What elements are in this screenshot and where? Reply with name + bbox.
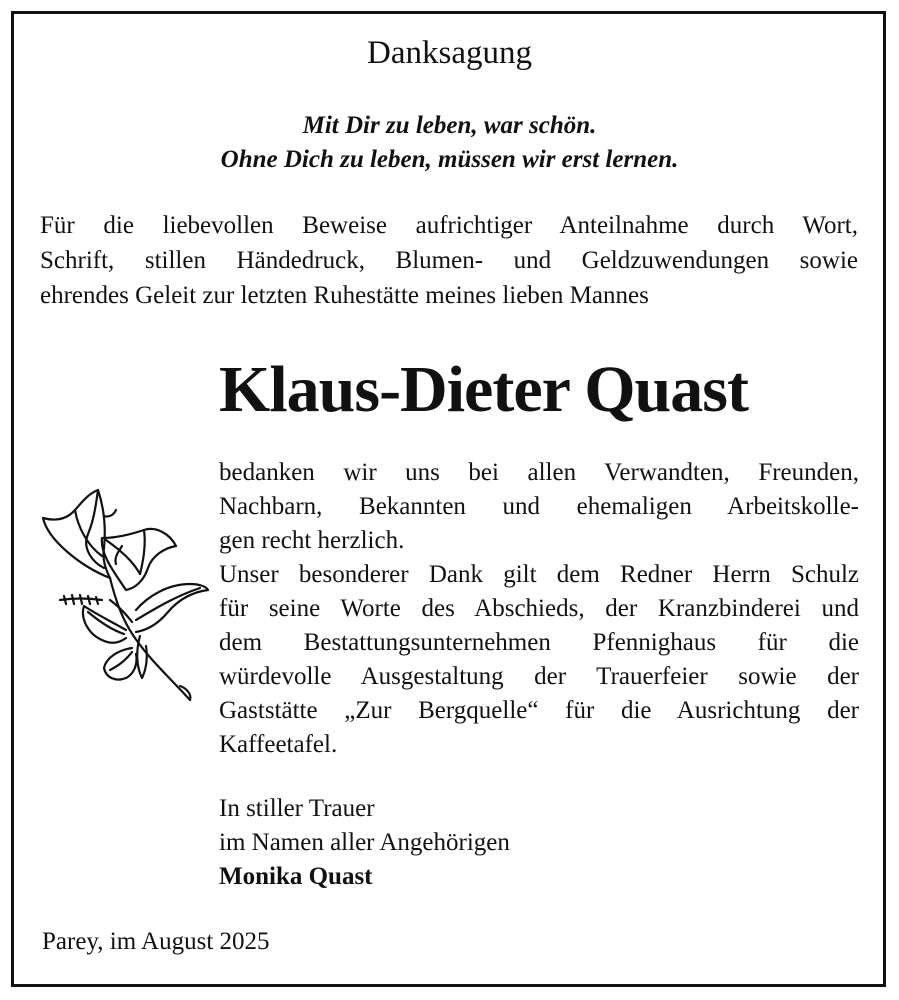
deceased-name: Klaus-Dieter Quast — [219, 353, 748, 426]
intro-line: ehrendes Geleit zur letzten Ruhestätte meines lieben Mannes — [40, 282, 649, 309]
body-line: für seine Worte des Abschieds, der Kranzbinderei und — [219, 595, 859, 622]
body-line: Kaffeetafel. — [219, 731, 338, 758]
body-line: bedanken wir uns bei allen Verwandten, Freunden, — [219, 459, 859, 486]
signature-line-mourning: In stiller Trauer — [219, 795, 375, 822]
page-title: Danksagung — [367, 35, 532, 71]
signature-block — [219, 792, 510, 894]
thanks-paragraph — [219, 456, 859, 762]
signature-line-relatives: im Namen aller Angehörigen — [219, 829, 510, 856]
body-line: dem Bestattungsunternehmen Pfennighaus für die — [219, 629, 859, 656]
body-line: Unser besonderer Dank gilt dem Redner Herrn Schulz — [219, 561, 859, 588]
place-date: Parey, im August 2025 — [42, 928, 270, 955]
intro-line: Für die liebevollen Beweise aufrichtiger Anteilnahme durch Wort, — [40, 212, 858, 239]
calla-lily-icon — [40, 488, 210, 703]
intro-paragraph — [40, 208, 858, 313]
motto-line-1: Mit Dir zu leben, war schön. — [302, 112, 597, 139]
motto-line-2: Ohne Dich zu leben, müssen wir erst lernen. — [220, 146, 679, 173]
body-line: würdevolle Ausgestaltung der Trauerfeier sowie der — [219, 663, 859, 690]
body-line: Nachbarn, Bekannten und ehemaligen Arbeitskolle- — [219, 493, 859, 520]
body-line: Gaststätte „Zur Bergquelle“ für die Ausrichtung der — [219, 697, 859, 724]
body-line: gen recht herzlich. — [219, 527, 405, 554]
intro-line: Schrift, stillen Händedruck, Blumen- und Geldzuwendungen sowie — [40, 247, 858, 274]
signature-name: Monika Quast — [219, 863, 373, 890]
